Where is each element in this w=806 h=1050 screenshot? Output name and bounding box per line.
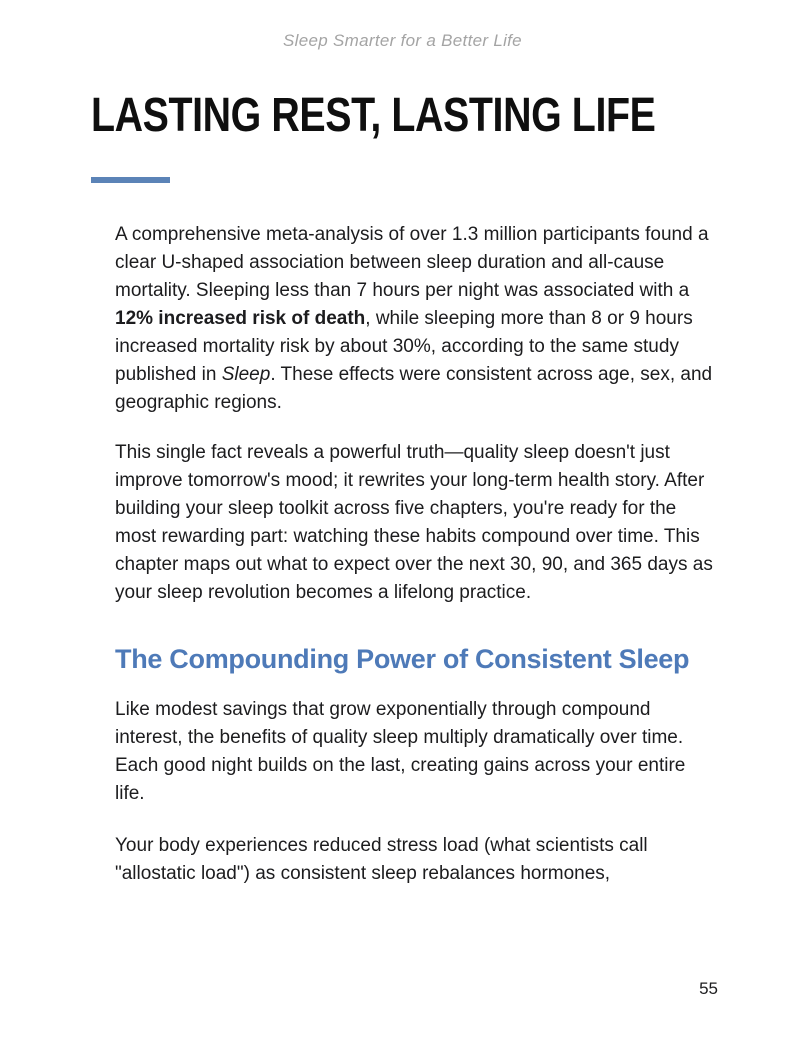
body-paragraph: This single fact reveals a powerful truth—quality sleep doesn't just improve tomorrow's mood; it rewrites your long-term health story. After building your sleep toolkit across five chapters, you're ready for the most rewarding part: watching these habits compound over time. This chapter maps out what to expect over the next 30, 90, and 365 days as your sleep revolution becomes a lifelong practice. xyxy=(115,441,713,603)
page-title xyxy=(91,87,714,145)
running-header: Sleep Smarter for a Better Life xyxy=(283,31,522,50)
section-heading: The Compounding Power of Consistent Sleep xyxy=(115,643,690,674)
paragraph-text: A comprehensive meta-analysis of over 1.3 million participants found a clear U-shaped association between sleep duration and all-cause mortality. Sleeping less than 7 hours per night was associated with a xyxy=(115,223,709,301)
paragraph-text: . These effects were consistent across age, sex, and geographic regions. xyxy=(115,363,713,413)
paragraph-text: , while sleeping more than 8 or 9 hours increased mortality risk by about 30%, according to the same study published in xyxy=(115,307,693,385)
accent-rule xyxy=(91,177,170,183)
body-copy xyxy=(115,221,714,888)
body-paragraph: Like modest savings that grow exponentially through compound interest, the benefits of quality sleep multiply dramatically over time. Each good night builds on the last, creating gains across your entire life. xyxy=(115,698,686,804)
body-paragraph: Your body experiences reduced stress load (what scientists call "allostatic load") as consistent sleep rebalances hormones, xyxy=(115,834,648,884)
page-title-text: LASTING REST, LASTING LIFE xyxy=(91,89,656,142)
paragraph-italic-text: Sleep xyxy=(221,363,271,385)
body-paragraph xyxy=(115,221,714,417)
paragraph-bold-text: 12% increased risk of death xyxy=(115,307,366,329)
page-number: 55 xyxy=(699,979,718,998)
